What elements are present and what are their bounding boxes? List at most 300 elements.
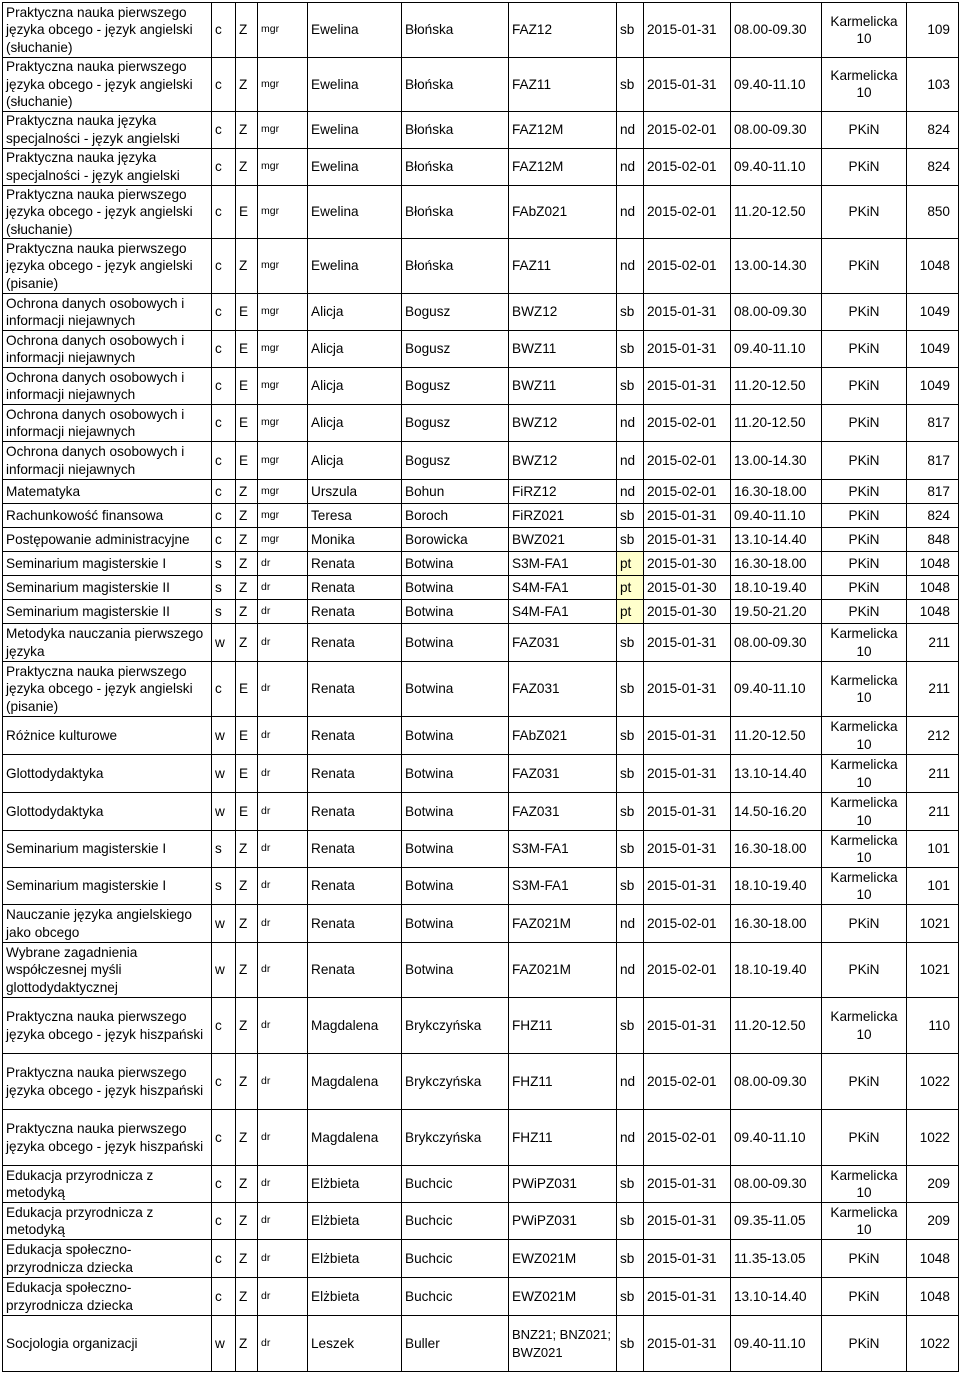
day-cell: sb — [617, 504, 644, 528]
time-cell: 09.35-11.05 — [731, 1203, 822, 1240]
exam-cell: E — [236, 185, 258, 239]
group-cell: FAbZ021 — [509, 185, 617, 239]
first-name-cell: Renata — [308, 600, 402, 624]
first-name-cell: Renata — [308, 624, 402, 662]
exam-cell: Z — [236, 480, 258, 504]
group-cell: BNZ21; BNZ021; BWZ021 — [509, 1316, 617, 1372]
place-cell: PKiN — [822, 528, 907, 552]
exam-cell: Z — [236, 831, 258, 868]
date-cell: 2015-01-31 — [644, 1278, 731, 1316]
date-cell: 2015-02-01 — [644, 1054, 731, 1110]
date-cell: 2015-02-01 — [644, 148, 731, 185]
day-cell: nd — [617, 185, 644, 239]
exam-cell: Z — [236, 1278, 258, 1316]
last-name-cell: Bogusz — [402, 368, 509, 405]
room-cell: 1048 — [907, 600, 959, 624]
subject-cell: Praktyczna nauka pierwszego języka obcego - język angielski (słuchanie) — [3, 3, 212, 58]
subject-cell: Seminarium magisterskie II — [3, 576, 212, 600]
schedule-rows — [3, 3, 959, 1372]
place-cell: PKiN — [822, 405, 907, 442]
last-name-cell: Błońska — [402, 3, 509, 58]
form-cell: s — [212, 576, 236, 600]
subject-cell: Praktyczna nauka pierwszego języka obcego - język angielski (słuchanie) — [3, 185, 212, 239]
room-cell: 211 — [907, 662, 959, 717]
first-name-cell: Renata — [308, 943, 402, 998]
first-name-cell: Renata — [308, 576, 402, 600]
exam-cell: Z — [236, 576, 258, 600]
form-cell: w — [212, 943, 236, 998]
first-name-cell: Renata — [308, 793, 402, 831]
place-cell: Karmelicka 10 — [822, 831, 907, 868]
exam-cell: Z — [236, 148, 258, 185]
last-name-cell: Brykczyńska — [402, 1110, 509, 1166]
first-name-cell: Ewelina — [308, 111, 402, 148]
last-name-cell: Brykczyńska — [402, 1054, 509, 1110]
table-row — [3, 905, 959, 943]
day-cell: sb — [617, 998, 644, 1054]
day-cell: sb — [617, 3, 644, 58]
title-cell: mgr — [258, 294, 308, 331]
last-name-cell: Buchcic — [402, 1203, 509, 1240]
title-cell: dr — [258, 576, 308, 600]
group-cell: S3M-FA1 — [509, 552, 617, 576]
time-cell: 09.40-11.10 — [731, 331, 822, 368]
time-cell: 18.10-19.40 — [731, 576, 822, 600]
exam-cell: E — [236, 442, 258, 480]
subject-cell: Rachunkowość finansowa — [3, 504, 212, 528]
form-cell: c — [212, 405, 236, 442]
title-cell: mgr — [258, 368, 308, 405]
subject-cell: Ochrona danych osobowych i informacji niejawnych — [3, 442, 212, 480]
last-name-cell: Botwina — [402, 576, 509, 600]
place-cell: PKiN — [822, 368, 907, 405]
date-cell: 2015-01-31 — [644, 624, 731, 662]
time-cell: 19.50-21.20 — [731, 600, 822, 624]
group-cell: FAZ12M — [509, 111, 617, 148]
place-cell: Karmelicka 10 — [822, 793, 907, 831]
day-cell: sb — [617, 793, 644, 831]
form-cell: s — [212, 552, 236, 576]
last-name-cell: Botwina — [402, 755, 509, 793]
first-name-cell: Magdalena — [308, 1054, 402, 1110]
table-row — [3, 1110, 959, 1166]
room-cell: 211 — [907, 755, 959, 793]
date-cell: 2015-01-31 — [644, 58, 731, 112]
title-cell: mgr — [258, 331, 308, 368]
day-cell: nd — [617, 1110, 644, 1166]
time-cell: 13.10-14.40 — [731, 528, 822, 552]
time-cell: 11.20-12.50 — [731, 405, 822, 442]
first-name-cell: Monika — [308, 528, 402, 552]
form-cell: c — [212, 368, 236, 405]
room-cell: 211 — [907, 793, 959, 831]
table-row — [3, 148, 959, 185]
last-name-cell: Botwina — [402, 624, 509, 662]
exam-cell: Z — [236, 1054, 258, 1110]
time-cell: 11.20-12.50 — [731, 185, 822, 239]
first-name-cell: Renata — [308, 868, 402, 905]
table-row — [3, 528, 959, 552]
date-cell: 2015-02-01 — [644, 111, 731, 148]
subject-cell: Ochrona danych osobowych i informacji niejawnych — [3, 368, 212, 405]
title-cell: dr — [258, 1203, 308, 1240]
room-cell: 101 — [907, 868, 959, 905]
time-cell: 11.20-12.50 — [731, 368, 822, 405]
first-name-cell: Ewelina — [308, 239, 402, 294]
place-cell: PKiN — [822, 1054, 907, 1110]
table-row — [3, 552, 959, 576]
place-cell: Karmelicka 10 — [822, 868, 907, 905]
day-cell: sb — [617, 528, 644, 552]
time-cell: 08.00-09.30 — [731, 294, 822, 331]
form-cell: c — [212, 111, 236, 148]
time-cell: 18.10-19.40 — [731, 943, 822, 998]
form-cell: c — [212, 294, 236, 331]
exam-cell: Z — [236, 998, 258, 1054]
form-cell: c — [212, 442, 236, 480]
room-cell: 817 — [907, 480, 959, 504]
subject-cell: Wybrane zagadnienia współczesnej myśli glottodydaktycznej — [3, 943, 212, 998]
place-cell: Karmelicka 10 — [822, 998, 907, 1054]
table-row — [3, 868, 959, 905]
table-row — [3, 717, 959, 755]
place-cell: PKiN — [822, 1278, 907, 1316]
table-row — [3, 600, 959, 624]
group-cell: EWZ021M — [509, 1240, 617, 1278]
title-cell: mgr — [258, 405, 308, 442]
last-name-cell: Bohun — [402, 480, 509, 504]
place-cell: PKiN — [822, 185, 907, 239]
place-cell: Karmelicka 10 — [822, 58, 907, 112]
date-cell: 2015-01-31 — [644, 755, 731, 793]
room-cell: 1048 — [907, 1278, 959, 1316]
exam-cell: Z — [236, 3, 258, 58]
room-cell: 817 — [907, 442, 959, 480]
title-cell: dr — [258, 868, 308, 905]
time-cell: 08.00-09.30 — [731, 1166, 822, 1203]
exam-cell: E — [236, 662, 258, 717]
form-cell: w — [212, 1316, 236, 1372]
time-cell: 16.30-18.00 — [731, 831, 822, 868]
time-cell: 08.00-09.30 — [731, 111, 822, 148]
last-name-cell: Bogusz — [402, 405, 509, 442]
time-cell: 09.40-11.10 — [731, 1110, 822, 1166]
subject-cell: Praktyczna nauka pierwszego języka obcego - język hiszpański — [3, 1054, 212, 1110]
day-cell: sb — [617, 1203, 644, 1240]
day-cell: sb — [617, 331, 644, 368]
last-name-cell: Bogusz — [402, 331, 509, 368]
subject-cell: Praktyczna nauka pierwszego języka obcego - język angielski (słuchanie) — [3, 58, 212, 112]
place-cell: Karmelicka 10 — [822, 717, 907, 755]
room-cell: 1049 — [907, 294, 959, 331]
day-cell: nd — [617, 239, 644, 294]
first-name-cell: Teresa — [308, 504, 402, 528]
place-cell: PKiN — [822, 943, 907, 998]
title-cell: mgr — [258, 3, 308, 58]
group-cell: FAZ031 — [509, 624, 617, 662]
subject-cell: Glottodydaktyka — [3, 755, 212, 793]
last-name-cell: Błońska — [402, 111, 509, 148]
group-cell: S4M-FA1 — [509, 576, 617, 600]
last-name-cell: Borowicka — [402, 528, 509, 552]
table-row — [3, 3, 959, 58]
subject-cell: Postępowanie administracyjne — [3, 528, 212, 552]
date-cell: 2015-01-30 — [644, 552, 731, 576]
exam-cell: Z — [236, 868, 258, 905]
subject-cell: Praktyczna nauka pierwszego języka obcego - język angielski (pisanie) — [3, 239, 212, 294]
day-cell: sb — [617, 662, 644, 717]
room-cell: 212 — [907, 717, 959, 755]
form-cell: s — [212, 600, 236, 624]
table-row — [3, 442, 959, 480]
place-cell: PKiN — [822, 148, 907, 185]
form-cell: c — [212, 662, 236, 717]
last-name-cell: Botwina — [402, 793, 509, 831]
title-cell: dr — [258, 755, 308, 793]
form-cell: c — [212, 185, 236, 239]
first-name-cell: Magdalena — [308, 998, 402, 1054]
table-row — [3, 111, 959, 148]
room-cell: 209 — [907, 1203, 959, 1240]
table-row — [3, 576, 959, 600]
title-cell: dr — [258, 1316, 308, 1372]
exam-cell: Z — [236, 552, 258, 576]
title-cell: dr — [258, 1166, 308, 1203]
first-name-cell: Ewelina — [308, 148, 402, 185]
last-name-cell: Błońska — [402, 58, 509, 112]
room-cell: 1048 — [907, 576, 959, 600]
title-cell: dr — [258, 998, 308, 1054]
time-cell: 08.00-09.30 — [731, 624, 822, 662]
date-cell: 2015-01-31 — [644, 294, 731, 331]
time-cell: 09.40-11.10 — [731, 58, 822, 112]
group-cell: FAZ031 — [509, 755, 617, 793]
group-cell: FAbZ021 — [509, 717, 617, 755]
time-cell: 08.00-09.30 — [731, 1054, 822, 1110]
subject-cell: Różnice kulturowe — [3, 717, 212, 755]
time-cell: 13.00-14.30 — [731, 442, 822, 480]
date-cell: 2015-01-31 — [644, 331, 731, 368]
group-cell: S3M-FA1 — [509, 868, 617, 905]
form-cell: c — [212, 1240, 236, 1278]
subject-cell: Matematyka — [3, 480, 212, 504]
room-cell: 824 — [907, 148, 959, 185]
exam-cell: Z — [236, 528, 258, 552]
date-cell: 2015-02-01 — [644, 185, 731, 239]
time-cell: 11.20-12.50 — [731, 998, 822, 1054]
group-cell: FHZ11 — [509, 1110, 617, 1166]
date-cell: 2015-01-31 — [644, 528, 731, 552]
room-cell: 109 — [907, 3, 959, 58]
date-cell: 2015-01-30 — [644, 576, 731, 600]
place-cell: PKiN — [822, 1316, 907, 1372]
date-cell: 2015-01-31 — [644, 504, 731, 528]
room-cell: 1048 — [907, 1240, 959, 1278]
date-cell: 2015-01-31 — [644, 1240, 731, 1278]
last-name-cell: Błońska — [402, 148, 509, 185]
room-cell: 1022 — [907, 1316, 959, 1372]
first-name-cell: Elżbieta — [308, 1203, 402, 1240]
table-row — [3, 793, 959, 831]
exam-cell: E — [236, 755, 258, 793]
place-cell: PKiN — [822, 239, 907, 294]
day-cell: nd — [617, 405, 644, 442]
date-cell: 2015-02-01 — [644, 480, 731, 504]
exam-cell: Z — [236, 239, 258, 294]
group-cell: BWZ12 — [509, 294, 617, 331]
first-name-cell: Ewelina — [308, 3, 402, 58]
first-name-cell: Ewelina — [308, 58, 402, 112]
exam-cell: E — [236, 294, 258, 331]
subject-cell: Socjologia organizacji — [3, 1316, 212, 1372]
table-row — [3, 504, 959, 528]
title-cell: mgr — [258, 185, 308, 239]
day-cell: sb — [617, 58, 644, 112]
room-cell: 211 — [907, 624, 959, 662]
table-row — [3, 331, 959, 368]
form-cell: w — [212, 624, 236, 662]
last-name-cell: Botwina — [402, 868, 509, 905]
first-name-cell: Magdalena — [308, 1110, 402, 1166]
group-cell: S4M-FA1 — [509, 600, 617, 624]
title-cell: dr — [258, 600, 308, 624]
time-cell: 09.40-11.10 — [731, 504, 822, 528]
last-name-cell: Brykczyńska — [402, 998, 509, 1054]
title-cell: dr — [258, 943, 308, 998]
table-row — [3, 185, 959, 239]
room-cell: 850 — [907, 185, 959, 239]
place-cell: PKiN — [822, 294, 907, 331]
date-cell: 2015-01-31 — [644, 793, 731, 831]
exam-cell: E — [236, 793, 258, 831]
title-cell: mgr — [258, 480, 308, 504]
room-cell: 817 — [907, 405, 959, 442]
place-cell: PKiN — [822, 504, 907, 528]
table-row — [3, 368, 959, 405]
exam-cell: Z — [236, 905, 258, 943]
day-cell: nd — [617, 1054, 644, 1110]
first-name-cell: Renata — [308, 552, 402, 576]
form-cell: c — [212, 1278, 236, 1316]
group-cell: FiRZ12 — [509, 480, 617, 504]
subject-cell: Praktyczna nauka pierwszego języka obcego - język hiszpański — [3, 1110, 212, 1166]
day-cell: sb — [617, 831, 644, 868]
date-cell: 2015-01-31 — [644, 1203, 731, 1240]
form-cell: s — [212, 831, 236, 868]
first-name-cell: Elżbieta — [308, 1240, 402, 1278]
form-cell: c — [212, 480, 236, 504]
day-cell: pt — [617, 576, 644, 600]
time-cell: 13.00-14.30 — [731, 239, 822, 294]
form-cell: c — [212, 3, 236, 58]
first-name-cell: Elżbieta — [308, 1278, 402, 1316]
table-row — [3, 662, 959, 717]
table-row — [3, 943, 959, 998]
day-cell: sb — [617, 1316, 644, 1372]
first-name-cell: Alicja — [308, 442, 402, 480]
table-row — [3, 239, 959, 294]
exam-cell: Z — [236, 943, 258, 998]
subject-cell: Ochrona danych osobowych i informacji niejawnych — [3, 331, 212, 368]
place-cell: PKiN — [822, 480, 907, 504]
title-cell: mgr — [258, 148, 308, 185]
exam-cell: E — [236, 331, 258, 368]
last-name-cell: Błońska — [402, 239, 509, 294]
title-cell: dr — [258, 662, 308, 717]
title-cell: dr — [258, 905, 308, 943]
first-name-cell: Ewelina — [308, 185, 402, 239]
group-cell: FHZ11 — [509, 1054, 617, 1110]
time-cell: 09.40-11.10 — [731, 1316, 822, 1372]
title-cell: dr — [258, 1054, 308, 1110]
table-row — [3, 755, 959, 793]
first-name-cell: Alicja — [308, 368, 402, 405]
first-name-cell: Urszula — [308, 480, 402, 504]
day-cell: pt — [617, 552, 644, 576]
group-cell: FAZ11 — [509, 58, 617, 112]
group-cell: FHZ11 — [509, 998, 617, 1054]
subject-cell: Nauczanie języka angielskiego jako obcego — [3, 905, 212, 943]
form-cell: c — [212, 1054, 236, 1110]
day-cell: sb — [617, 868, 644, 905]
date-cell: 2015-01-31 — [644, 868, 731, 905]
last-name-cell: Botwina — [402, 717, 509, 755]
last-name-cell: Botwina — [402, 943, 509, 998]
day-cell: sb — [617, 755, 644, 793]
table-row — [3, 1316, 959, 1372]
room-cell: 1021 — [907, 943, 959, 998]
room-cell: 110 — [907, 998, 959, 1054]
place-cell: PKiN — [822, 576, 907, 600]
group-cell: FiRZ021 — [509, 504, 617, 528]
table-row — [3, 624, 959, 662]
form-cell: c — [212, 58, 236, 112]
place-cell: Karmelicka 10 — [822, 1203, 907, 1240]
first-name-cell: Renata — [308, 662, 402, 717]
exam-cell: Z — [236, 58, 258, 112]
room-cell: 1049 — [907, 331, 959, 368]
date-cell: 2015-01-31 — [644, 368, 731, 405]
table-row — [3, 1203, 959, 1240]
form-cell: c — [212, 528, 236, 552]
subject-cell: Praktyczna nauka języka specjalności - język angielski — [3, 148, 212, 185]
group-cell: FAZ031 — [509, 662, 617, 717]
exam-cell: Z — [236, 1110, 258, 1166]
time-cell: 11.20-12.50 — [731, 717, 822, 755]
time-cell: 16.30-18.00 — [731, 905, 822, 943]
subject-cell: Ochrona danych osobowych i informacji niejawnych — [3, 405, 212, 442]
place-cell: Karmelicka 10 — [822, 3, 907, 58]
group-cell: PWiPZ031 — [509, 1166, 617, 1203]
form-cell: s — [212, 868, 236, 905]
day-cell: nd — [617, 905, 644, 943]
exam-cell: Z — [236, 1240, 258, 1278]
date-cell: 2015-01-31 — [644, 831, 731, 868]
day-cell: pt — [617, 600, 644, 624]
group-cell: FAZ031 — [509, 793, 617, 831]
form-cell: w — [212, 755, 236, 793]
last-name-cell: Botwina — [402, 662, 509, 717]
day-cell: nd — [617, 148, 644, 185]
date-cell: 2015-02-01 — [644, 239, 731, 294]
form-cell: w — [212, 905, 236, 943]
group-cell: S3M-FA1 — [509, 831, 617, 868]
last-name-cell: Boroch — [402, 504, 509, 528]
day-cell: sb — [617, 1278, 644, 1316]
day-cell: sb — [617, 368, 644, 405]
subject-cell: Edukacja społeczno-przyrodnicza dziecka — [3, 1278, 212, 1316]
form-cell: c — [212, 148, 236, 185]
